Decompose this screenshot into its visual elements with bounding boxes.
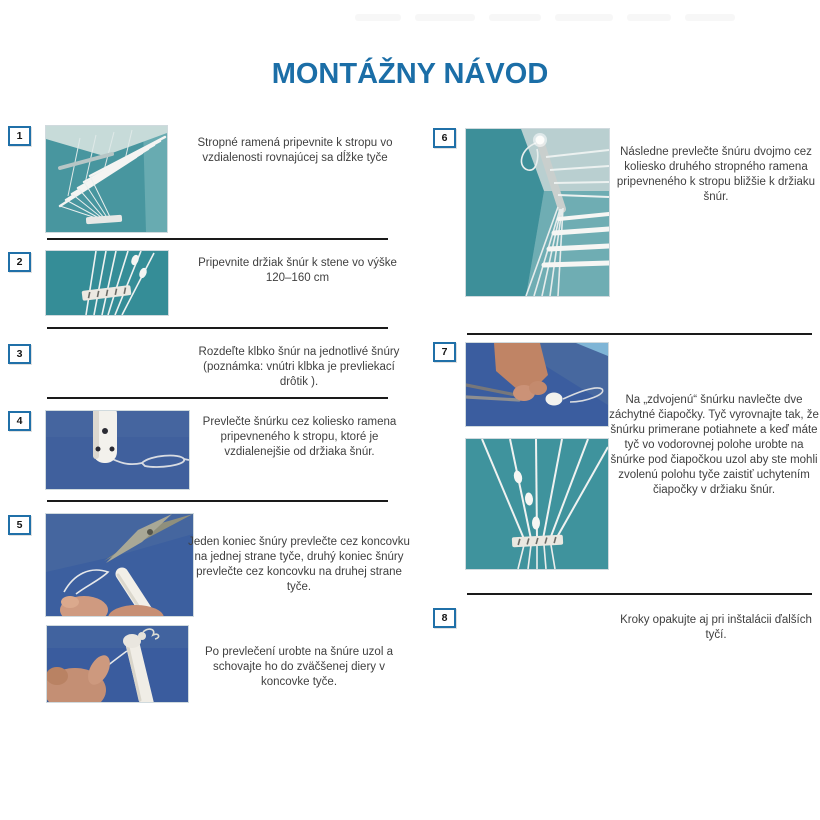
divider (47, 397, 388, 399)
step-7-number-badge: 7 (433, 342, 456, 362)
step-1-text: Stropné ramená pripevnite k stropu vo vzdialenosti rovnajúcej sa dĺžke tyče (197, 137, 393, 164)
step-1-photo-ceiling-rack (45, 125, 168, 233)
divider (467, 593, 812, 595)
step-8-text: Kroky opakujte aj pri inštalácii ďalších tyčí. (620, 614, 812, 641)
step-5-number-badge: 5 (8, 515, 31, 535)
step-7-photo-cords-caps-holder (465, 438, 609, 570)
page-title: MONTÁŽNY NÁVOD (271, 58, 549, 90)
step-6-number-badge: 6 (433, 128, 456, 148)
step-7-photo-scissors-cap (465, 342, 609, 427)
step-6-text: Následne prevlečte šnúru dvojmo cez koliesko druhého stropného ramena pripevneného k stropu bližšie k držiaku šnúr. (616, 146, 816, 203)
step-4-text: Prevlečte šnúrku cez koliesko ramena pripevneného k stropu, ktoré je vzdialenejšie od držiaka šnúr. (202, 416, 397, 458)
divider (47, 327, 388, 329)
step-2-number-badge: 2 (8, 252, 31, 272)
step-6-photo-ceiling-corner-pulley (465, 128, 610, 297)
step-3-text: Rozdeľte klbko šnúr na jednotlivé šnúry (poznámka: vnútri klbka je prevliekací drôtik ). (198, 346, 400, 388)
step-8-number-badge: 8 (433, 608, 456, 628)
step-3-number-badge: 3 (8, 344, 31, 364)
step-4-photo-rod-end-cord (45, 410, 190, 490)
step-7-text: Na „zdvojenú“ šnúrku navlečte dve záchytné čiapočky. Tyč vyrovnajte tak, že šnúrku primerane potiahnete a keď máte tyč vo vodorovnej polohe urobte na šnúrke pod čiapočkou uzol aby ste mohli zvolenú polohu tyče zaistiť uchytením čiapočky v držiaku šnúr. (609, 394, 819, 496)
step-5-photo-knot-in-end-cap (46, 625, 189, 703)
step-4-number-badge: 4 (8, 411, 31, 431)
divider (467, 333, 812, 335)
step-2-text: Pripevnite držiak šnúr k stene vo výške 120–160 cm (198, 257, 397, 284)
step-5-photo-pliers-cord (45, 513, 194, 617)
divider (47, 238, 388, 240)
divider (47, 500, 388, 502)
step-5-text: Jeden koniec šnúry prevlečte cez koncovku na jednej strane tyče, druhý koniec šnúry prevlečte cez koncovku na druhej strane tyče. (188, 536, 410, 593)
step-1-number-badge: 1 (8, 126, 31, 146)
faded-header-text (355, 14, 735, 24)
step-2-photo-cord-holder (45, 250, 169, 316)
step-5-text-2: Po prevlečení urobte na šnúre uzol a schovajte ho do zväčšenej diery v koncovke tyče. (205, 646, 393, 688)
